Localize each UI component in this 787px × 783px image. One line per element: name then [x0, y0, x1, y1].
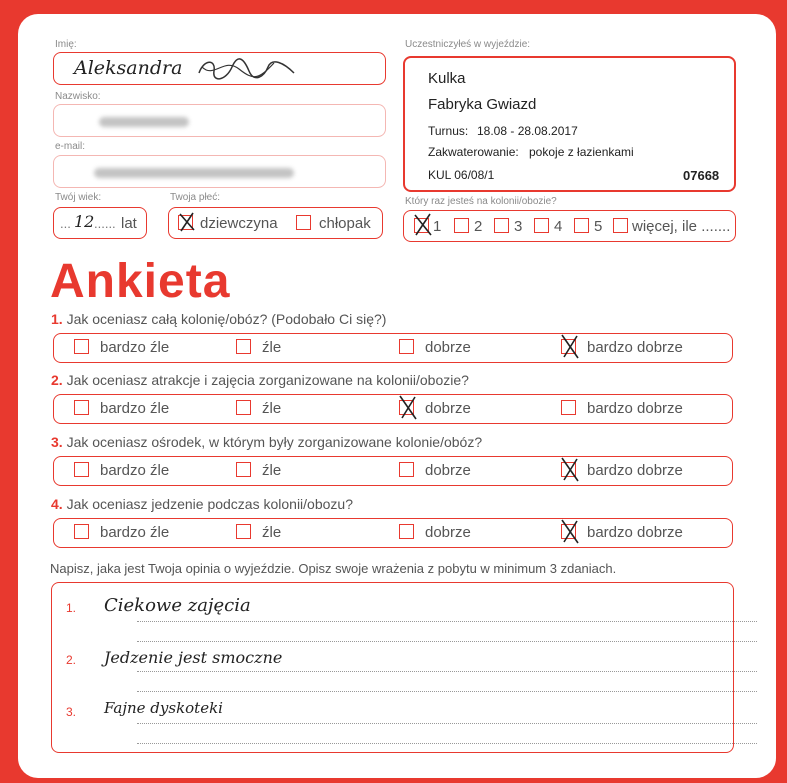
opinion-num-3: 3.	[66, 705, 77, 719]
ktory-raz-field	[403, 210, 736, 242]
answer-label-3: dobrze	[425, 339, 471, 356]
check-cross-icon	[559, 517, 581, 545]
answer-label-4: bardzo dobrze	[587, 524, 683, 541]
chlopak-checkbox[interactable]	[296, 215, 311, 230]
opinion-num-1: 1.	[66, 601, 77, 615]
ktory-raz-label-4: 4	[554, 218, 563, 235]
opinion-text-3: Fajne dyskoteki	[104, 699, 223, 717]
question-1	[51, 311, 386, 327]
opinion-prompt: Napisz, jaka jest Twoja opinia o wyjeździe. Opisz swoje wrażenia z pobytu w minimum 3 zdaniach.	[50, 561, 617, 576]
question-number: 1.	[51, 311, 63, 327]
answer-checkbox-4[interactable]	[561, 339, 576, 354]
redacted-email	[94, 168, 294, 178]
answer-checkbox-3[interactable]	[399, 462, 414, 477]
opinion-box[interactable]	[51, 582, 734, 753]
question-number: 3.	[51, 434, 63, 450]
wiek-value: 12	[74, 212, 95, 231]
imie-value: Aleksandra	[74, 57, 183, 79]
opinion-line-1b	[137, 641, 757, 642]
answer-label-1: bardzo źle	[100, 462, 170, 479]
answer-checkbox-4[interactable]	[561, 524, 576, 539]
ktory-raz-checkbox-4[interactable]	[534, 218, 549, 233]
ktory-raz-checkbox-wiecej[interactable]	[613, 218, 628, 233]
label-imie: Imię:	[55, 39, 77, 50]
dziewczyna-checkbox[interactable]	[178, 215, 193, 230]
answer-label-3: dobrze	[425, 400, 471, 417]
answer-checkbox-4[interactable]	[561, 462, 576, 477]
opinion-num-2: 2.	[66, 653, 77, 667]
answer-label-2: źle	[262, 400, 282, 417]
question-3	[51, 434, 482, 450]
check-cross-icon	[559, 455, 581, 483]
imie-field[interactable]	[53, 52, 386, 85]
label-plec: Twoja płeć:	[170, 192, 221, 203]
answer-checkbox-4[interactable]	[561, 400, 576, 415]
trip-code: KUL 06/08/1	[428, 168, 495, 182]
answer-checkbox-1[interactable]	[74, 400, 89, 415]
label-ktory-raz: Który raz jesteś na kolonii/obozie?	[405, 196, 557, 207]
lat-label: lat	[121, 215, 137, 232]
plec-field	[168, 207, 383, 239]
answer-checkbox-2[interactable]	[236, 462, 251, 477]
ktory-raz-label-2: 2	[474, 218, 483, 235]
question-text: Jak oceniasz atrakcje i zajęcia zorganizowane na kolonii/obozie?	[66, 372, 469, 388]
ktory-raz-label-3: 3	[514, 218, 523, 235]
opinion-text-2: Jedzenie jest smoczne	[104, 648, 283, 667]
answer-label-4: bardzo dobrze	[587, 462, 683, 479]
answer-checkbox-2[interactable]	[236, 339, 251, 354]
answer-checkbox-3[interactable]	[399, 400, 414, 415]
wiek-field[interactable]	[53, 207, 147, 239]
zakwaterowanie-label: Zakwaterowanie:	[428, 145, 519, 159]
answer-checkbox-2[interactable]	[236, 400, 251, 415]
answer-row-2	[53, 394, 733, 424]
answer-label-3: dobrze	[425, 462, 471, 479]
ktory-raz-checkbox-3[interactable]	[494, 218, 509, 233]
answer-checkbox-3[interactable]	[399, 339, 414, 354]
answer-checkbox-2[interactable]	[236, 524, 251, 539]
question-number: 4.	[51, 496, 63, 512]
answer-label-1: bardzo źle	[100, 400, 170, 417]
opinion-line-3b	[137, 743, 757, 744]
question-text: Jak oceniasz całą kolonię/obóz? (Podobało Ci się?)	[66, 311, 387, 327]
label-uczestnik: Uczestniczyłeś w wyjeździe:	[405, 39, 531, 50]
check-cross-icon	[397, 393, 419, 421]
answer-label-2: źle	[262, 339, 282, 356]
dziewczyna-label: dziewczyna	[200, 215, 278, 232]
question-4	[51, 496, 353, 512]
question-text: Jak oceniasz ośrodek, w którym były zorganizowane kolonie/obóz?	[66, 434, 483, 450]
opinion-text-1: Ciekowe zajęcia	[104, 595, 251, 616]
answer-label-4: bardzo dobrze	[587, 400, 683, 417]
check-cross-icon	[412, 211, 434, 239]
trip-number: 07668	[683, 168, 720, 183]
ktory-raz-label-1: 1	[433, 218, 442, 235]
label-nazwisko: Nazwisko:	[55, 91, 101, 102]
question-2	[51, 372, 469, 388]
trip-line1: Kulka	[428, 70, 466, 87]
ktory-raz-checkbox-1[interactable]	[414, 218, 429, 233]
trip-info-box	[403, 56, 736, 192]
answer-label-1: bardzo źle	[100, 524, 170, 541]
ktory-raz-label-wiecej: więcej, ile .......	[632, 218, 731, 235]
answer-row-4	[53, 518, 733, 548]
answer-row-1	[53, 333, 733, 363]
question-number: 2.	[51, 372, 63, 388]
answer-label-2: źle	[262, 524, 282, 541]
answer-checkbox-1[interactable]	[74, 524, 89, 539]
email-field[interactable]	[53, 155, 386, 188]
answer-checkbox-1[interactable]	[74, 462, 89, 477]
opinion-line-3	[137, 723, 757, 724]
turnus-label: Turnus:	[428, 124, 469, 138]
trip-line2: Fabryka Gwiazd	[428, 96, 537, 113]
answer-label-2: źle	[262, 462, 282, 479]
answer-label-3: dobrze	[425, 524, 471, 541]
survey-sheet	[18, 14, 776, 778]
wiek-dots-before: ...	[60, 216, 71, 231]
ktory-raz-checkbox-5[interactable]	[574, 218, 589, 233]
answer-checkbox-3[interactable]	[399, 524, 414, 539]
answer-row-3	[53, 456, 733, 486]
answer-label-4: bardzo dobrze	[587, 339, 683, 356]
check-cross-icon	[176, 208, 198, 236]
ktory-raz-checkbox-2[interactable]	[454, 218, 469, 233]
answer-label-1: bardzo źle	[100, 339, 170, 356]
redacted-nazwisko	[99, 117, 189, 127]
zakwaterowanie-value: pokoje z łazienkami	[529, 145, 634, 159]
nazwisko-field[interactable]	[53, 104, 386, 137]
opinion-line-1	[137, 621, 757, 622]
answer-checkbox-1[interactable]	[74, 339, 89, 354]
opinion-line-2	[137, 671, 757, 672]
check-cross-icon	[559, 332, 581, 360]
label-email: e-mail:	[55, 141, 86, 152]
label-wiek: Twój wiek:	[55, 192, 102, 203]
chlopak-label: chłopak	[319, 215, 371, 232]
turnus-value: 18.08 - 28.08.2017	[477, 124, 578, 138]
opinion-line-2b	[137, 691, 757, 692]
ktory-raz-label-5: 5	[594, 218, 603, 235]
question-text: Jak oceniasz jedzenie podczas kolonii/obozu?	[66, 496, 353, 512]
survey-title: Ankieta	[50, 255, 231, 308]
scribbled-surname	[194, 55, 304, 83]
wiek-dots-after: ......	[94, 216, 116, 231]
